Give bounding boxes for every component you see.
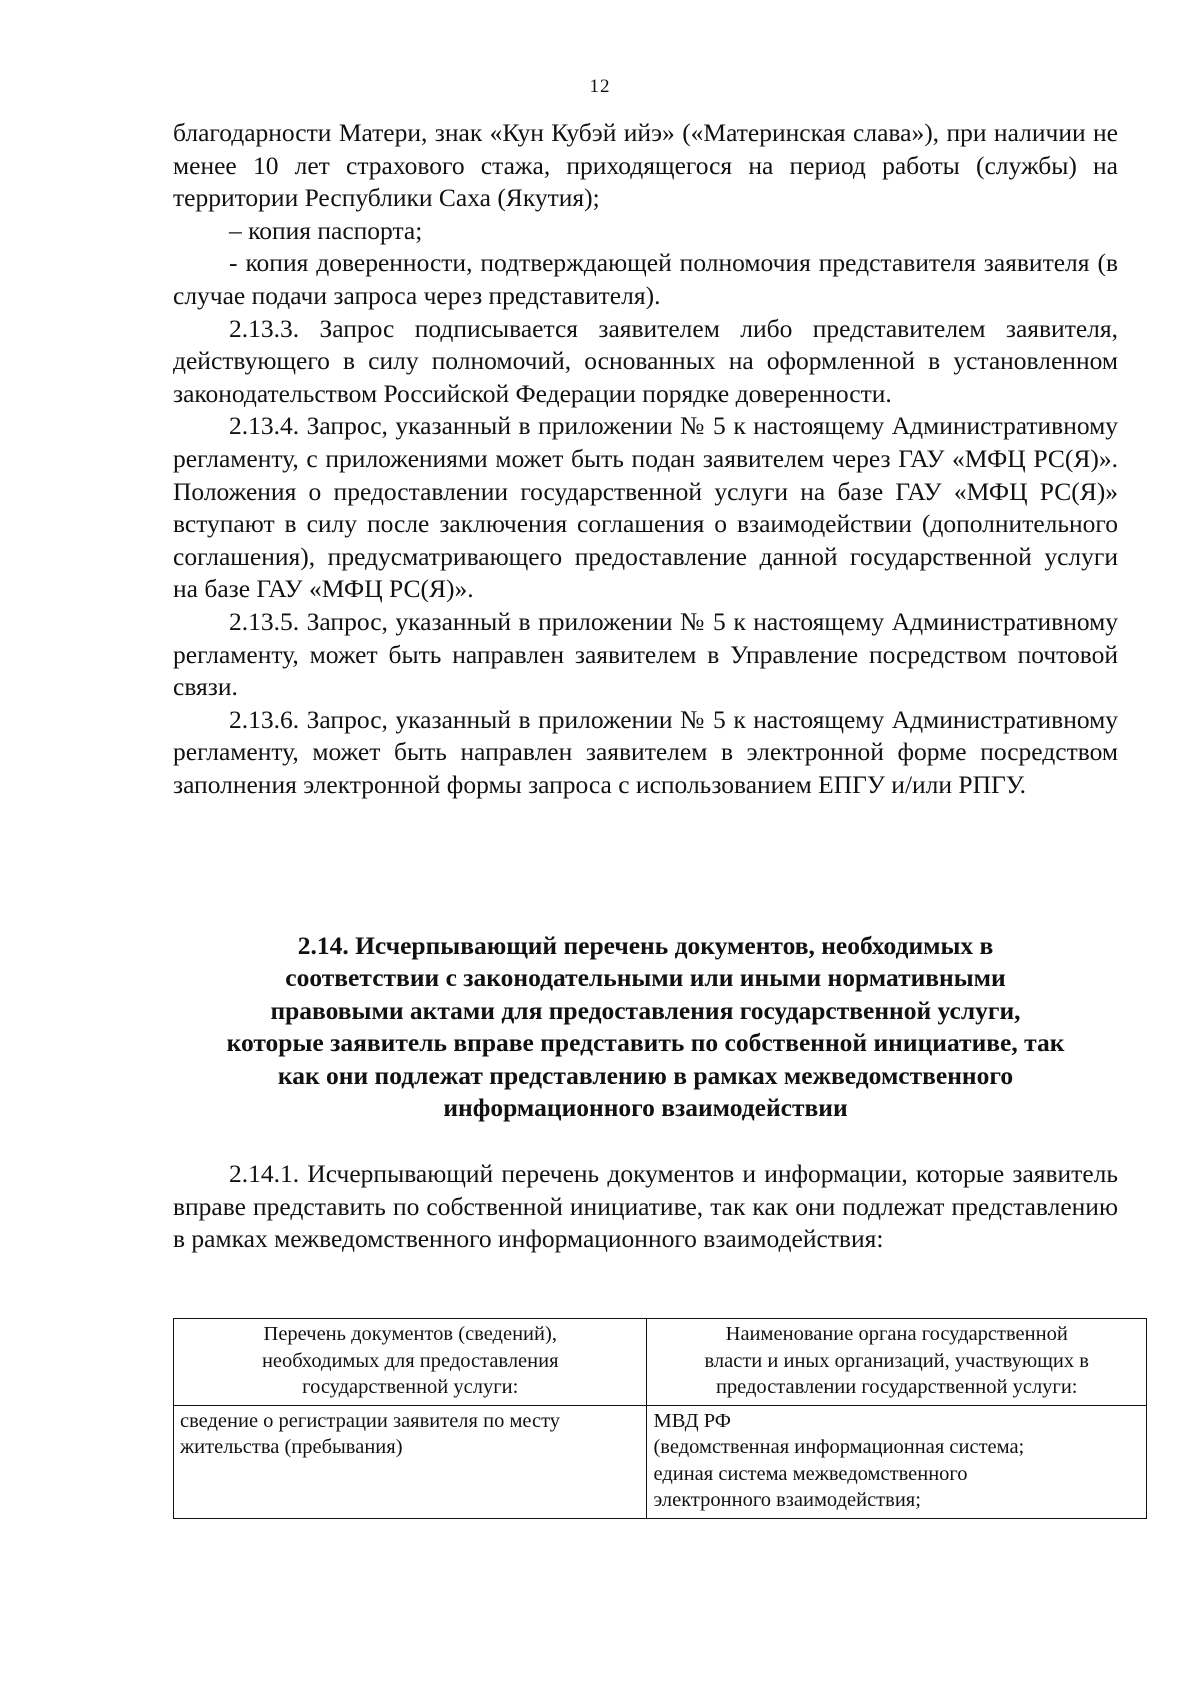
cell-line: жительства (пребывания): [180, 1436, 403, 1458]
section-heading-2-14: [173, 930, 1118, 1124]
heading-line: информационного взаимодействии: [443, 1093, 848, 1123]
documents-table: [173, 1318, 1147, 1519]
cell-line: сведение о регистрации заявителя по месту: [180, 1409, 561, 1432]
table-header-authority: [647, 1319, 1147, 1406]
paragraph-2-13-3: 2.13.3. Запрос подписывается заявителем либо представителем заявителя, действующего в силу полномочий, основанных на оформленной в установленном законодательством Российской Федерации порядке доверенности.: [173, 313, 1118, 408]
heading-line: правовыми актами для предоставления государственной услуги,: [270, 995, 1021, 1025]
cell-line: электронного взаимодействия;: [653, 1489, 921, 1511]
header-line: предоставлении государственной услуги:: [715, 1376, 1078, 1398]
paragraph: – копия паспорта;: [229, 215, 423, 245]
paragraph: благодарности Матери, знак «Кун Кубэй ийэ» («Материнская слава»), при наличии не менее 10 лет страхового стажа, приходящегося на период работы (службы) на территории Республики Саха (Якутия);: [173, 118, 1118, 213]
table-header-row: [174, 1319, 1147, 1406]
paragraph-2-14-1: 2.14.1. Исчерпывающий перечень документов и информации, которые заявитель вправе представить по собственной инициативе, так как они подлежат представлению в рамках межведомственного информационного взаимодействия:: [173, 1159, 1118, 1254]
paragraph: - копия доверенности, подтверждающей полномочия представителя заявителя (в случае подачи запроса через представителя).: [173, 248, 1118, 310]
heading-line: которые заявитель вправе представить по собственной инициативе, так: [226, 1028, 1065, 1058]
heading-line: как они подлежат представлению в рамках межведомственного: [277, 1060, 1014, 1090]
table-header-documents: [174, 1319, 647, 1406]
cell-line: МВД РФ: [653, 1409, 731, 1432]
table-cell-authority: [647, 1405, 1147, 1518]
paragraph-2-13-6: 2.13.6. Запрос, указанный в приложении № 5 к настоящему Административному регламенту, может быть направлен заявителем в электронной форме посредством заполнения электронной формы запроса с использованием ЕПГУ и/или РПГУ.: [173, 704, 1118, 799]
paragraph-2-13-5: 2.13.5. Запрос, указанный в приложении № 5 к настоящему Административному регламенту, может быть направлен заявителем в Управление посредством почтовой связи.: [173, 606, 1118, 702]
table-cell-document: [174, 1405, 647, 1518]
header-line: Наименование органа государственной: [725, 1323, 1068, 1345]
header-line: необходимых для предоставления: [261, 1349, 559, 1372]
body-text: [173, 117, 1118, 801]
heading-line: 2.14. Исчерпывающий перечень документов, необходимых в: [297, 931, 994, 960]
page-number: 12: [589, 76, 611, 97]
heading-line: соответствии с законодательными или иными нормативными: [285, 963, 1006, 993]
paragraph-2-13-4: 2.13.4. Запрос, указанный в приложении № 5 к настоящему Административному регламенту, с приложениями может быть подан заявителем через ГАУ «МФЦ РС(Я)». Положения о предоставлении государственной услуги на базе ГАУ «МФЦ РС(Я)» вступают в силу после заключения соглашения о взаимодействии (дополнительного соглашения), предусматривающего предоставление данной государственной услуги на базе ГАУ «МФЦ РС(Я)».: [173, 411, 1118, 604]
cell-line: единая система межведомственного: [653, 1462, 968, 1485]
table-row: [174, 1405, 1147, 1518]
header-line: власти и иных организаций, участвующих в: [704, 1349, 1089, 1372]
cell-line: (ведомственная информационная система;: [653, 1436, 1025, 1458]
header-line: государственной услуги:: [302, 1376, 519, 1398]
header-line: Перечень документов (сведений),: [263, 1323, 557, 1345]
